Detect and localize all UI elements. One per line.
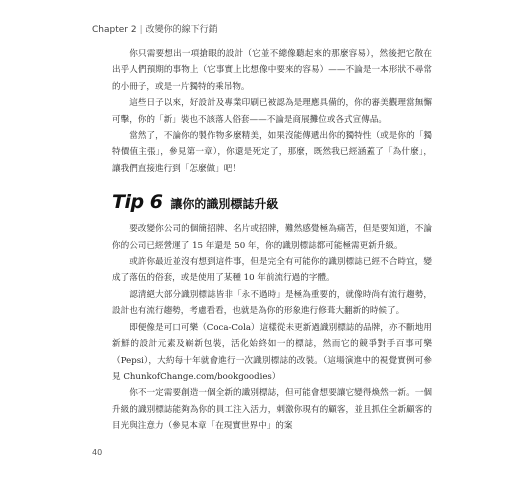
- paragraph: 你不一定需要創造一個全新的識別標誌，但可能會想要讓它變得煥然一新。一個升級的識別標誌能夠為你的員工注入活力，刺激你現有的顧客，並且抓住全新顧客的目光與注意力（參見本章「在現實世界中」的案: [112, 388, 432, 432]
- running-head: [92, 22, 218, 35]
- paragraph: 即便像是可口可樂（Coca-Cola）這樣從未更新過識別標誌的品牌，亦不斷地用新鮮的設計元素及嶄新包裝，活化始終如一的標誌，然而它的競爭對手百事可樂（Pepsi），大約每十年就會進行一次識別標誌的改裝。（這場演進中的視覺實例可參見 ChunkofChange.com/bookgoodies）: [112, 322, 432, 382]
- paragraph: 當然了，不論你的製作物多麼精美，如果沒能傳遞出你的獨特性（或是你的「獨特價值主張」，參見第一章），你還是死定了，那麼，既然我已經涵蓋了「為什麼」，讓我們直接進行到「怎麼做」吧！: [112, 131, 432, 174]
- page-number: 40: [92, 448, 103, 457]
- paragraph: 這些日子以來，好設計及專業印刷已被認為是理應具備的，你的審美觀理當無懈可擊，你的「新」裝也不該落人俗套——不論是商展攤位或各式宣傳品。: [112, 98, 432, 125]
- paragraph: 或許你最近並沒有想到這件事，但是完全有可能你的識別標誌已經不合時宜，變成了落伍的俗套，或是使用了某種 10 年前流行過的字體。: [112, 257, 432, 284]
- tip-heading: [112, 191, 432, 213]
- header-separator: |: [139, 25, 143, 35]
- tip-title: 讓你的識別標誌升級: [170, 197, 279, 212]
- chapter-title: 改變你的線下行銷: [145, 25, 218, 35]
- paragraph: 認清絕大部分識別標誌皆非「永不過時」是極為重要的，就像時尚有流行趨勢，設計也有流行趨勢，考慮看看，也就是為你的形象進行修葺大翻新的時候了。: [112, 289, 432, 317]
- paragraph: 你只需要想出一項搶眼的設計（它並不總像聽起來的那麼容易），然後把它散在出乎人們預期的事物上（它事實上比想像中要來的容易）——不論是一本形狀不尋常的小冊子，或是一片獨特的乘吊物。: [112, 49, 432, 92]
- tip-number: Tip 6: [112, 191, 163, 214]
- chapter-label: Chapter 2: [92, 25, 137, 35]
- body-text: [112, 46, 432, 435]
- paragraph: 要改變你公司的個簡招牌、名片或招牌，難然感覺極為痛苦，但是要知道，不論你的公司已經營運了 15 年還是 50 年，你的識別標誌都可能極需更新升級。: [112, 224, 432, 251]
